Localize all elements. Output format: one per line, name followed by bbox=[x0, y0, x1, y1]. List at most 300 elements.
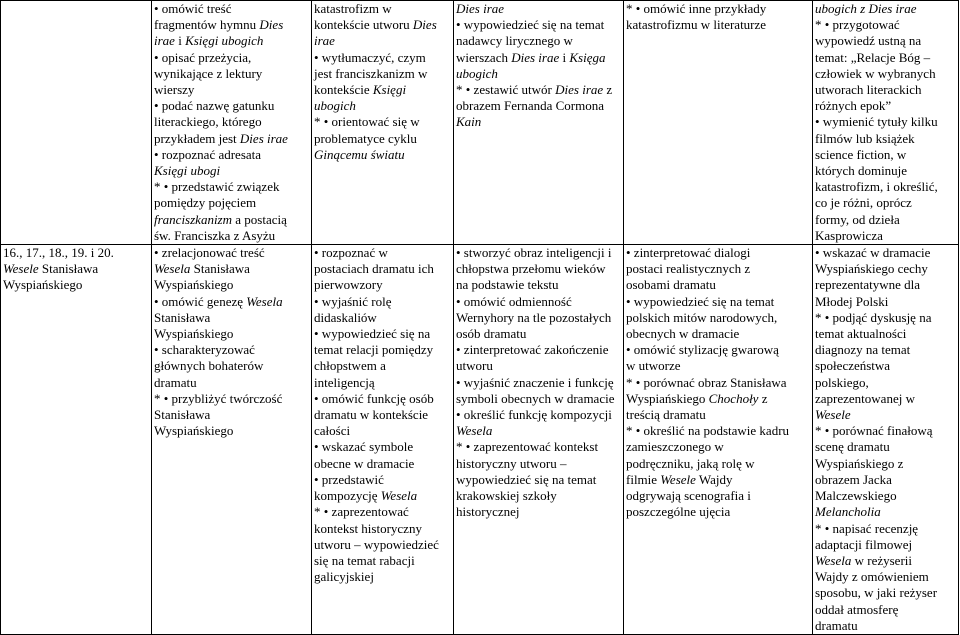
text-line bbox=[815, 407, 956, 423]
italic-title-text: Ginącemu światu bbox=[314, 146, 405, 162]
text-line bbox=[154, 342, 309, 358]
italic-title-text: Dies irae bbox=[511, 49, 560, 65]
text-line bbox=[314, 537, 451, 553]
text-line bbox=[815, 342, 956, 358]
text-line bbox=[815, 439, 956, 455]
text-run: filmie bbox=[626, 471, 661, 487]
advanced-requirements-cell bbox=[454, 1, 624, 245]
text-line bbox=[154, 261, 309, 277]
italic-title-text: Wesele bbox=[3, 261, 39, 277]
text-run: Stanisława bbox=[154, 309, 211, 325]
text-run: diagnozy na temat bbox=[815, 342, 911, 358]
text-run: • omówić funkcję osób bbox=[314, 390, 434, 406]
text-line bbox=[626, 17, 810, 33]
text-run: osób dramatu bbox=[456, 326, 527, 342]
text-run: w reżyserii bbox=[851, 552, 912, 568]
text-run: 16., 17., 18., 19. i 20. bbox=[3, 245, 114, 261]
topic-cell bbox=[1, 1, 152, 245]
text-run: polskiego, bbox=[815, 374, 869, 390]
text-run: Wernyhory na tle pozostałych bbox=[456, 309, 612, 325]
text-line bbox=[456, 358, 621, 374]
text-run: • wypowiedzieć się na temat bbox=[456, 17, 605, 33]
text-line bbox=[314, 326, 451, 342]
text-run: przykładem jest bbox=[154, 130, 240, 146]
text-line bbox=[314, 17, 451, 33]
text-line bbox=[815, 310, 956, 326]
text-line bbox=[314, 294, 451, 310]
text-line bbox=[815, 212, 956, 228]
text-line bbox=[154, 131, 309, 147]
text-line bbox=[314, 310, 451, 326]
text-line bbox=[626, 294, 810, 310]
text-run: * • porównać finałową bbox=[815, 423, 933, 439]
text-run: * • zaprezentować kontekst bbox=[456, 439, 599, 455]
text-run: • wypowiedzieć się na temat bbox=[626, 293, 775, 309]
text-block bbox=[154, 1, 309, 244]
text-run: • omówić treść bbox=[154, 1, 232, 16]
text-run: podręczniku, jaką rolę w bbox=[626, 455, 755, 471]
text-run: sposobu, w jaki reżyser bbox=[815, 585, 938, 601]
text-line bbox=[456, 504, 621, 520]
text-line bbox=[626, 423, 810, 439]
text-run: się na temat rabacji bbox=[314, 552, 415, 568]
text-run: • zinterpretować zakończenie bbox=[456, 342, 609, 358]
text-line bbox=[815, 147, 956, 163]
text-run: • omówić genezę bbox=[154, 293, 247, 309]
text-line bbox=[456, 245, 621, 261]
text-line bbox=[154, 277, 309, 293]
text-line bbox=[314, 456, 451, 472]
text-line bbox=[456, 391, 621, 407]
text-run: wypowiedź ustną na bbox=[815, 33, 922, 49]
text-run: pomiędzy pojęciem bbox=[154, 195, 257, 211]
text-line bbox=[815, 553, 956, 569]
text-run: Malczewskiego bbox=[815, 488, 897, 504]
text-line bbox=[456, 261, 621, 277]
text-line bbox=[815, 375, 956, 391]
text-run: Wyspiańskiego bbox=[3, 277, 83, 293]
italic-title-text: irae bbox=[154, 33, 175, 49]
text-run: * • przybliżyć twórczość bbox=[154, 390, 283, 406]
text-line bbox=[815, 261, 956, 277]
text-run: obrazem Jacka bbox=[815, 471, 892, 487]
text-run: Wyspiańskiego bbox=[154, 423, 234, 439]
text-run: adaptacji filmowej bbox=[815, 536, 913, 552]
text-run: Młodej Polski bbox=[815, 293, 889, 309]
text-line bbox=[626, 472, 810, 488]
text-run: św. Franciszka z Asyżu bbox=[154, 227, 276, 243]
text-run: różnych epok” bbox=[815, 98, 892, 114]
italic-title-text: Melancholia bbox=[815, 504, 881, 520]
text-line bbox=[456, 488, 621, 504]
text-line bbox=[815, 245, 956, 261]
text-run: historycznej bbox=[456, 504, 520, 520]
text-line bbox=[456, 439, 621, 455]
basic-requirements-cell bbox=[152, 245, 312, 635]
text-run: wypowiedzieć się na temat bbox=[456, 471, 597, 487]
text-block bbox=[154, 245, 309, 439]
text-line bbox=[154, 375, 309, 391]
text-line bbox=[314, 1, 451, 17]
text-run: a postacią bbox=[232, 211, 287, 227]
text-run: dramatu w kontekście bbox=[314, 407, 429, 423]
text-line bbox=[314, 472, 451, 488]
text-line bbox=[815, 294, 956, 310]
text-line bbox=[815, 50, 956, 66]
text-run: na podstawie tekstu bbox=[456, 277, 559, 293]
higher-requirements-cell bbox=[624, 245, 813, 635]
text-run: • wskazać symbole bbox=[314, 439, 414, 455]
text-block bbox=[3, 245, 149, 294]
text-line bbox=[626, 391, 810, 407]
text-line bbox=[456, 310, 621, 326]
text-line bbox=[154, 179, 309, 195]
italic-title-text: ubogich z Dies irae bbox=[815, 1, 917, 16]
text-run: Stanisława bbox=[38, 261, 99, 277]
text-line bbox=[154, 212, 309, 228]
text-run: * • napisać recenzję bbox=[815, 520, 919, 536]
text-line bbox=[815, 195, 956, 211]
text-line bbox=[154, 195, 309, 211]
text-line bbox=[456, 326, 621, 342]
text-run: Stanisława bbox=[190, 261, 250, 277]
text-run: i bbox=[559, 49, 570, 65]
text-run: * • określić na podstawie kadru bbox=[626, 423, 790, 439]
text-run: utworu bbox=[456, 358, 493, 374]
text-line bbox=[456, 17, 621, 33]
text-line bbox=[314, 504, 451, 520]
text-line bbox=[626, 375, 810, 391]
italic-title-text: Kain bbox=[456, 114, 482, 130]
text-run: didaskaliów bbox=[314, 309, 377, 325]
italic-title-text: Księgi ubogi bbox=[154, 163, 221, 179]
text-line bbox=[815, 585, 956, 601]
text-run: • zrelacjonować treść bbox=[154, 245, 265, 261]
text-run: pierwowzory bbox=[314, 277, 383, 293]
text-line bbox=[815, 17, 956, 33]
text-line bbox=[626, 1, 810, 17]
italic-title-text: Chochoły bbox=[708, 390, 759, 406]
italic-title-text: Wesela bbox=[456, 423, 493, 439]
text-line bbox=[815, 277, 956, 293]
text-line bbox=[815, 179, 956, 195]
text-line bbox=[314, 521, 451, 537]
text-run: • wskazać w dramacie bbox=[815, 245, 931, 261]
text-run: utworach literackich bbox=[815, 82, 922, 98]
text-line bbox=[154, 163, 309, 179]
text-run: Stanisława bbox=[154, 407, 211, 423]
extended-requirements-cell bbox=[312, 1, 454, 245]
text-line bbox=[314, 131, 451, 147]
text-run: galicyjskiej bbox=[314, 569, 374, 585]
text-line bbox=[815, 602, 956, 618]
text-line bbox=[626, 456, 810, 472]
text-line bbox=[154, 1, 309, 17]
text-run: społeczeństwa bbox=[815, 358, 891, 374]
text-line bbox=[626, 488, 810, 504]
text-line bbox=[154, 423, 309, 439]
text-line bbox=[154, 391, 309, 407]
text-line bbox=[815, 456, 956, 472]
text-line bbox=[815, 82, 956, 98]
text-run: treścią dramatu bbox=[626, 407, 706, 423]
text-run: krakowskiej szkoły bbox=[456, 488, 557, 504]
text-line bbox=[815, 66, 956, 82]
text-line bbox=[456, 66, 621, 82]
text-line bbox=[154, 294, 309, 310]
text-line bbox=[815, 537, 956, 553]
text-run: z bbox=[758, 390, 768, 406]
text-line bbox=[314, 375, 451, 391]
text-run: jest franciszkanizm w bbox=[314, 65, 428, 81]
text-block bbox=[456, 245, 621, 520]
text-run: kontekst historyczny bbox=[314, 520, 422, 536]
italic-title-text: Dies irae bbox=[456, 1, 505, 16]
text-run: • opisać przeżycia, bbox=[154, 49, 252, 65]
text-run: chłopstwem a bbox=[314, 358, 386, 374]
text-run: scenę dramatu bbox=[815, 439, 890, 455]
italic-title-text: Księga bbox=[569, 49, 606, 65]
text-line bbox=[154, 66, 309, 82]
italic-title-text: Dies bbox=[412, 17, 437, 33]
italic-title-text: ubogich bbox=[314, 98, 356, 114]
text-run: wynikające z lektury bbox=[154, 65, 263, 81]
text-line bbox=[154, 228, 309, 244]
text-run: Wajdy z omówieniem bbox=[815, 569, 929, 585]
text-line bbox=[154, 17, 309, 33]
text-line bbox=[154, 82, 309, 98]
italic-title-text: Wesela bbox=[246, 293, 283, 309]
text-run: odgrywają scenografia i bbox=[626, 488, 751, 504]
text-run: nadawcy lirycznego w bbox=[456, 33, 573, 49]
text-run: temat relacji pomiędzy bbox=[314, 342, 434, 358]
text-line bbox=[314, 569, 451, 585]
text-line bbox=[815, 98, 956, 114]
text-block bbox=[314, 245, 451, 585]
text-run: głównych bohaterów bbox=[154, 358, 264, 374]
text-line bbox=[154, 358, 309, 374]
text-line bbox=[314, 245, 451, 261]
text-run: dramatu bbox=[815, 617, 858, 633]
text-line bbox=[815, 33, 956, 49]
extended-requirements-cell bbox=[312, 245, 454, 635]
text-run: • rozpoznać w bbox=[314, 245, 388, 261]
italic-title-text: Wesela bbox=[815, 552, 852, 568]
text-line bbox=[3, 277, 149, 293]
text-run: wierszach bbox=[456, 49, 512, 65]
text-line bbox=[456, 114, 621, 130]
text-line bbox=[626, 407, 810, 423]
text-run: * • omówić inne przykłady bbox=[626, 1, 767, 16]
text-line bbox=[314, 50, 451, 66]
text-line bbox=[456, 407, 621, 423]
text-run: Wyspiańskiego bbox=[626, 390, 709, 406]
text-run: • wypowiedzieć się na bbox=[314, 326, 431, 342]
text-line bbox=[314, 342, 451, 358]
text-run: • wyjaśnić znaczenie i funkcję bbox=[456, 374, 614, 390]
text-run: poszczególne ujęcia bbox=[626, 504, 731, 520]
text-block bbox=[815, 1, 956, 244]
text-block bbox=[626, 1, 810, 33]
text-run: • wyjaśnić rolę bbox=[314, 293, 392, 309]
italic-title-text: franciszkanizm bbox=[154, 211, 232, 227]
text-line bbox=[314, 439, 451, 455]
text-line bbox=[815, 472, 956, 488]
text-run: • wytłumaczyć, czym bbox=[314, 49, 426, 65]
text-line bbox=[456, 82, 621, 98]
text-line bbox=[314, 407, 451, 423]
text-line bbox=[815, 521, 956, 537]
text-run: * • przedstawić związek bbox=[154, 179, 280, 195]
text-run: zamieszczonego w bbox=[626, 439, 724, 455]
text-line bbox=[815, 423, 956, 439]
text-line bbox=[626, 326, 810, 342]
text-run: w utworze bbox=[626, 358, 681, 374]
text-line bbox=[815, 228, 956, 244]
text-line bbox=[815, 131, 956, 147]
text-line bbox=[154, 310, 309, 326]
text-run: człowiek w wybranych bbox=[815, 65, 936, 81]
text-run: reprezentatywne dla bbox=[815, 277, 921, 293]
text-run: obecnych w dramacie bbox=[626, 326, 740, 342]
text-run: polskich mitów narodowych, bbox=[626, 309, 778, 325]
text-line bbox=[3, 245, 149, 261]
text-line bbox=[314, 488, 451, 504]
text-run: * • podjąć dyskusję na bbox=[815, 309, 932, 325]
text-block bbox=[626, 245, 810, 520]
italic-title-text: Wesele bbox=[660, 471, 696, 487]
text-line bbox=[154, 98, 309, 114]
higher-requirements-cell bbox=[624, 1, 813, 245]
text-run: problematyce cyklu bbox=[314, 130, 417, 146]
text-line bbox=[154, 326, 309, 342]
text-line bbox=[154, 245, 309, 261]
text-line bbox=[626, 261, 810, 277]
text-line bbox=[815, 569, 956, 585]
text-block bbox=[815, 245, 956, 634]
text-run: Wyspiańskiego bbox=[154, 326, 234, 342]
text-run: wierszy bbox=[154, 82, 195, 98]
italic-title-text: Księgi bbox=[372, 82, 407, 98]
text-run: formy, od dzieła bbox=[815, 211, 900, 227]
text-run: obecne w dramacie bbox=[314, 455, 415, 471]
text-run: Wyspiańskiego cechy bbox=[815, 261, 928, 277]
text-run: dramatu bbox=[154, 374, 197, 390]
text-run: kontekście bbox=[314, 82, 373, 98]
text-run: katastrofizmu w literaturze bbox=[626, 17, 767, 33]
text-line bbox=[456, 342, 621, 358]
advanced-requirements-cell bbox=[454, 245, 624, 635]
text-run: co je różni, oprócz bbox=[815, 195, 912, 211]
text-line bbox=[815, 1, 956, 17]
text-line bbox=[815, 114, 956, 130]
text-line bbox=[626, 310, 810, 326]
text-run: • określić funkcję kompozycji bbox=[456, 407, 612, 423]
text-line bbox=[314, 147, 451, 163]
text-run: • wymienić tytuły kilku bbox=[815, 114, 938, 130]
top-requirements-cell bbox=[813, 245, 959, 635]
text-run: osobami dramatu bbox=[626, 277, 716, 293]
text-run: * • orientować się w bbox=[314, 114, 420, 130]
text-line bbox=[154, 50, 309, 66]
text-line bbox=[154, 33, 309, 49]
text-line bbox=[626, 342, 810, 358]
text-run: i bbox=[174, 33, 186, 49]
text-run: inteligencją bbox=[314, 374, 375, 390]
text-line bbox=[815, 488, 956, 504]
text-run: temat: „Relacje Bóg – bbox=[815, 49, 931, 65]
text-run: zaprezentowanej w bbox=[815, 390, 915, 406]
text-line bbox=[314, 98, 451, 114]
text-run: literackiego, którego bbox=[154, 114, 262, 130]
basic-requirements-cell bbox=[152, 1, 312, 245]
text-line bbox=[815, 618, 956, 634]
text-line bbox=[456, 375, 621, 391]
text-run: * • porównać obraz Stanisława bbox=[626, 374, 787, 390]
text-run: katastrofizm w bbox=[314, 1, 392, 16]
topic-cell bbox=[1, 245, 152, 635]
text-line bbox=[456, 1, 621, 17]
text-line bbox=[456, 456, 621, 472]
text-run: postaci realistycznych z bbox=[626, 261, 751, 277]
text-run: fragmentów hymnu bbox=[154, 17, 260, 33]
text-run: temat aktualności bbox=[815, 326, 907, 342]
text-run: Kasprowicza bbox=[815, 227, 883, 243]
text-run: • scharakteryzować bbox=[154, 342, 255, 358]
text-line bbox=[314, 114, 451, 130]
text-run: całości bbox=[314, 423, 351, 439]
text-run: * • przygotować bbox=[815, 17, 900, 33]
italic-title-text: Dies irae bbox=[239, 130, 288, 146]
text-line bbox=[815, 358, 956, 374]
text-line bbox=[314, 553, 451, 569]
text-block bbox=[456, 1, 621, 131]
italic-title-text: Dies irae bbox=[555, 82, 604, 98]
text-run: • rozpoznać adresata bbox=[154, 146, 262, 162]
text-line bbox=[154, 147, 309, 163]
text-run: chłopstwa przełomu wieków bbox=[456, 261, 606, 277]
text-run: postaciach dramatu ich bbox=[314, 261, 434, 277]
text-line bbox=[314, 82, 451, 98]
text-run: katastrofizm, i określić, bbox=[815, 179, 938, 195]
top-requirements-cell bbox=[813, 1, 959, 245]
text-run: symboli obecnych w dramacie bbox=[456, 390, 615, 406]
text-line bbox=[314, 33, 451, 49]
table-row bbox=[1, 1, 959, 245]
text-line bbox=[456, 277, 621, 293]
italic-title-text: Wesela bbox=[380, 488, 418, 504]
text-run: obrazem Fernanda Cormona bbox=[456, 98, 605, 114]
text-line bbox=[456, 472, 621, 488]
text-line bbox=[815, 391, 956, 407]
text-run: utworu – wypowiedzieć bbox=[314, 536, 439, 552]
text-run: filmów lub książek bbox=[815, 130, 915, 146]
text-run: oddał atmosferę bbox=[815, 601, 899, 617]
text-run: • omówić stylizację gwarową bbox=[626, 342, 779, 358]
italic-title-text: ubogich bbox=[456, 65, 498, 81]
text-line bbox=[626, 277, 810, 293]
text-run: kontekście utworu bbox=[314, 17, 413, 33]
text-run: z bbox=[603, 82, 613, 98]
text-line bbox=[314, 66, 451, 82]
text-line bbox=[314, 423, 451, 439]
text-run: kompozycję bbox=[314, 488, 381, 504]
text-line bbox=[456, 98, 621, 114]
text-line bbox=[314, 358, 451, 374]
italic-title-text: Księgi ubogich bbox=[185, 33, 264, 49]
italic-title-text: Dies bbox=[259, 17, 284, 33]
text-line bbox=[456, 50, 621, 66]
